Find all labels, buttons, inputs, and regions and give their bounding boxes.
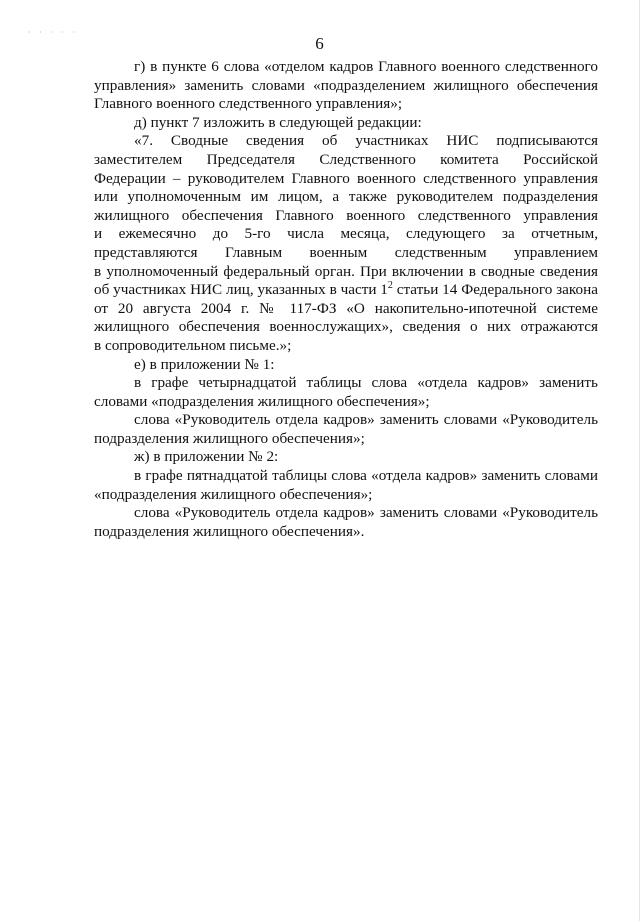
text-line: подразделения жилищного обеспечения»; — [94, 429, 365, 447]
text-fragment: об участниках НИС лиц, указанных в части 1 — [94, 281, 388, 299]
text-line: управления» заменить словами «подразделением жилищного обеспечения — [94, 76, 598, 94]
text-line: и ежемесячно до 5-го числа месяца, следующего за отчетным, — [94, 225, 598, 243]
superscript: 2 — [387, 280, 393, 292]
scan-marks: · · · · · — [28, 28, 78, 37]
text-line: г) в пункте 6 слова «отделом кадров Главного военного следственного — [134, 58, 598, 75]
text-line: или уполномоченным им лицом, а также руководителем подразделения — [94, 188, 598, 206]
text-line: слова «Руководитель отдела кадров» заменить словами «Руководитель — [134, 411, 598, 429]
text-line: Федерации – руководителем Главного военного следственного управления — [94, 169, 598, 187]
document-body — [94, 58, 598, 541]
text-line: словами «подразделения жилищного обеспечения»; — [94, 392, 430, 410]
text-fragment: статьи 14 Федерального закона — [392, 281, 598, 299]
text-line: в графе четырнадцатой таблицы слова «отдела кадров» заменить — [134, 374, 598, 392]
text-line: е) в приложении № 1: — [134, 355, 275, 373]
text-line: в уполномоченный федеральный орган. При включении в сводные сведения — [94, 262, 598, 280]
text-line: в сопроводительном письме.»; — [94, 336, 292, 354]
text-line: слова «Руководитель отдела кадров» заменить словами «Руководитель — [134, 504, 598, 522]
text-line: представляются Главным военным следственным управлением — [94, 243, 598, 261]
text-line: подразделения жилищного обеспечения». — [94, 522, 365, 540]
text-line: жилищного обеспечения военнослужащих», сведения о них отражаются — [94, 318, 598, 336]
text-line: в графе пятнадцатой таблицы слова «отдела кадров» заменить словами — [134, 467, 598, 485]
text-line: д) пункт 7 изложить в следующей редакции: — [134, 113, 422, 131]
text-line — [94, 281, 598, 300]
text-line: жилищного обеспечения Главного военного следственного управления — [94, 206, 598, 224]
page-number: 6 — [315, 34, 324, 53]
text-line: «подразделения жилищного обеспечения»; — [94, 485, 373, 503]
text-line: Главного военного следственного управления»; — [94, 95, 403, 113]
text-line: заместителем Председателя Следственного комитета Российской — [94, 150, 598, 168]
text-line: от 20 августа 2004 г. № 117-ФЗ «О накопительно-ипотечной системе — [94, 299, 598, 317]
text-line: ж) в приложении № 2: — [134, 448, 279, 466]
text-line: «7. Сводные сведения об участниках НИС подписываются — [134, 132, 598, 150]
